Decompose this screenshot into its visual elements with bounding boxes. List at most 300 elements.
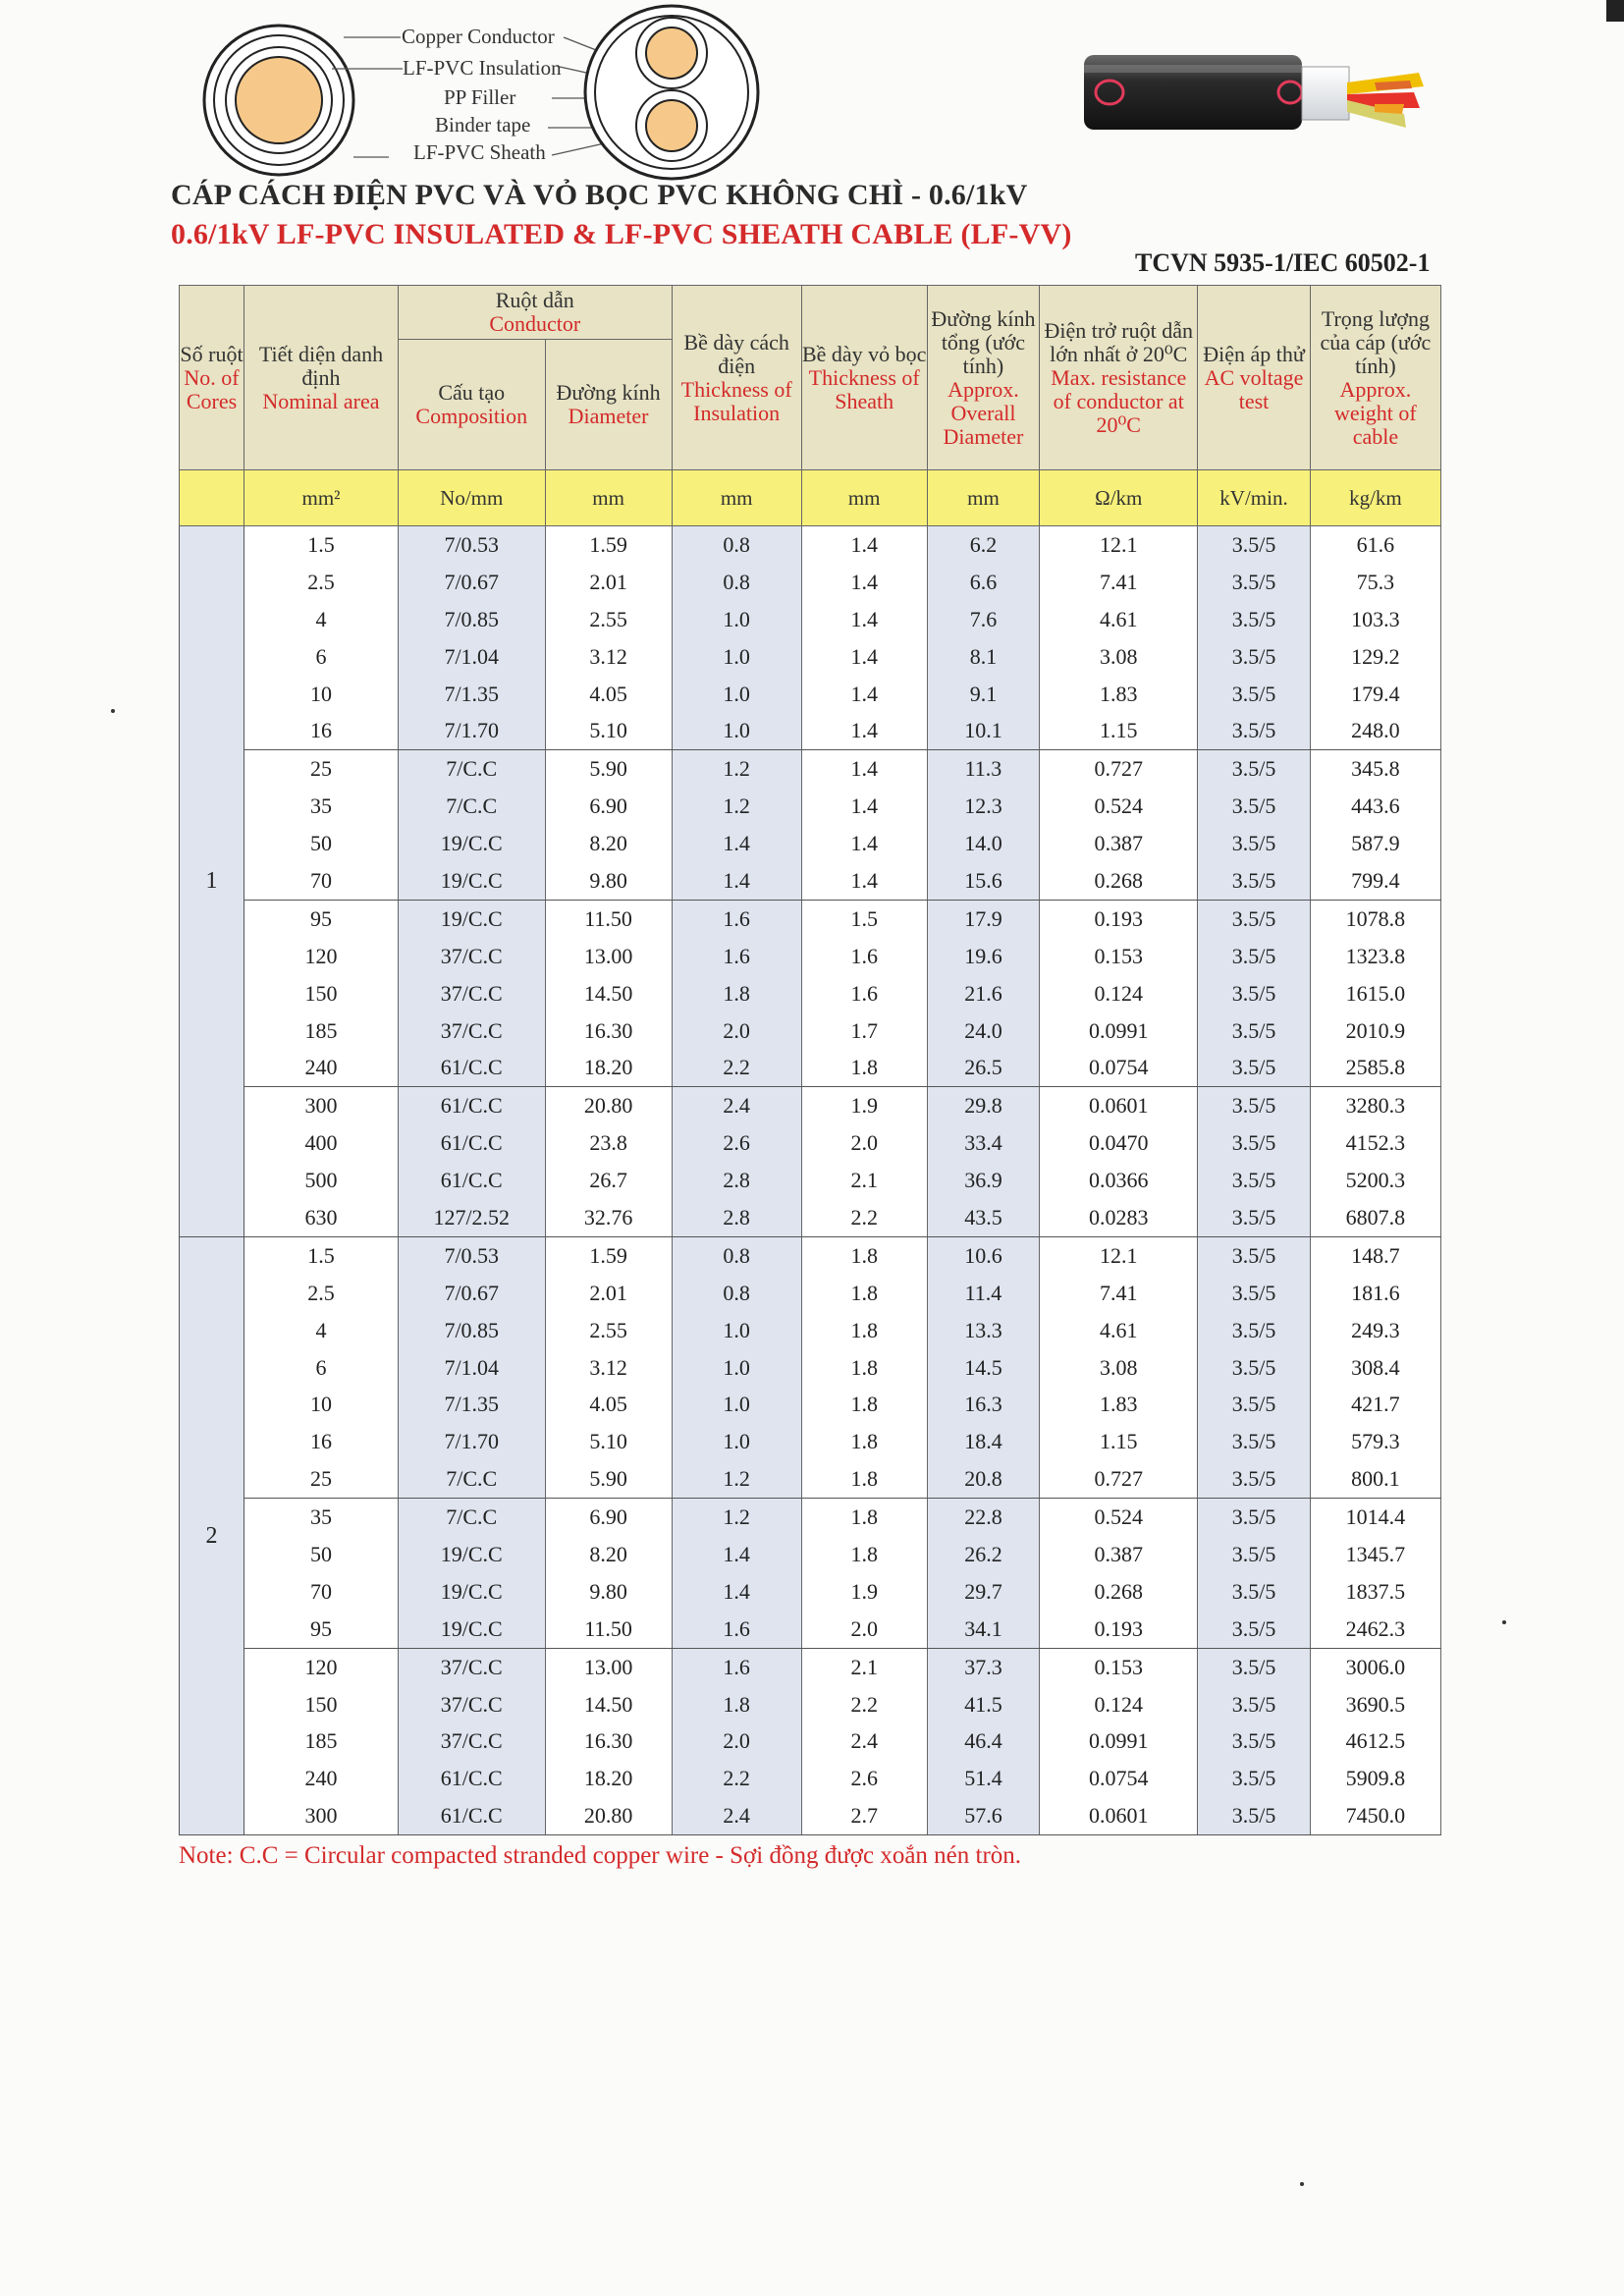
cell-composition: 7/C.C <box>398 750 545 788</box>
cell-diameter: 23.8 <box>545 1124 672 1162</box>
cell-diameter: 20.80 <box>545 1087 672 1124</box>
cell-weight: 4152.3 <box>1310 1124 1440 1162</box>
cell-insulation: 1.0 <box>672 1386 801 1423</box>
cell-area: 240 <box>244 1049 399 1086</box>
cell-diameter: 1.59 <box>545 526 672 564</box>
table-row <box>180 1648 1441 1685</box>
cell-resistance: 0.0754 <box>1040 1760 1198 1797</box>
cell-resistance: 0.153 <box>1040 1648 1198 1685</box>
cell-overall-diameter: 16.3 <box>927 1386 1040 1423</box>
cell-resistance: 0.268 <box>1040 862 1198 900</box>
cell-overall-diameter: 46.4 <box>927 1723 1040 1761</box>
cell-resistance: 7.41 <box>1040 564 1198 601</box>
footnote: Note: C.C = Circular compacted stranded copper wire - Sợi đồng được xoắn nén tròn. <box>179 1842 1022 1869</box>
legend-binder-tape: Binder tape <box>435 113 531 137</box>
cell-overall-diameter: 33.4 <box>927 1124 1040 1162</box>
cell-insulation: 2.6 <box>672 1124 801 1162</box>
cell-weight: 6807.8 <box>1310 1199 1440 1236</box>
cell-sheath: 2.2 <box>801 1199 927 1236</box>
cell-sheath: 1.4 <box>801 564 927 601</box>
scan-speck <box>1502 1620 1506 1624</box>
table-row <box>180 1349 1441 1387</box>
cell-composition: 37/C.C <box>398 1648 545 1685</box>
cell-area: 70 <box>244 1573 399 1611</box>
cell-resistance: 0.0991 <box>1040 1012 1198 1050</box>
cell-diameter: 3.12 <box>545 1349 672 1387</box>
scan-speck <box>1300 2182 1304 2186</box>
cell-sheath: 1.8 <box>801 1312 927 1349</box>
cell-overall-diameter: 24.0 <box>927 1012 1040 1050</box>
cell-composition: 7/0.85 <box>398 601 545 638</box>
cell-area: 630 <box>244 1199 399 1236</box>
cell-composition: 7/1.70 <box>398 1423 545 1460</box>
cell-area: 1.5 <box>244 526 399 564</box>
cell-voltage-test: 3.5/5 <box>1198 825 1311 862</box>
cell-weight: 1078.8 <box>1310 900 1440 937</box>
cell-insulation: 1.6 <box>672 900 801 937</box>
cell-resistance: 12.1 <box>1040 526 1198 564</box>
cell-sheath: 2.2 <box>801 1686 927 1723</box>
cell-resistance: 0.0601 <box>1040 1797 1198 1834</box>
cell-overall-diameter: 19.6 <box>927 938 1040 975</box>
cell-insulation: 1.0 <box>672 712 801 749</box>
cell-insulation: 1.2 <box>672 1460 801 1498</box>
table-row <box>180 1049 1441 1086</box>
cell-sheath: 1.4 <box>801 526 927 564</box>
cable-photo <box>1080 43 1434 151</box>
cell-area: 35 <box>244 1499 399 1536</box>
cell-weight: 308.4 <box>1310 1349 1440 1387</box>
cell-composition: 7/1.04 <box>398 1349 545 1387</box>
cell-weight: 345.8 <box>1310 750 1440 788</box>
cell-overall-diameter: 10.6 <box>927 1236 1040 1274</box>
cell-weight: 799.4 <box>1310 862 1440 900</box>
table-row <box>180 1573 1441 1611</box>
cell-area: 1.5 <box>244 1236 399 1274</box>
cell-overall-diameter: 57.6 <box>927 1797 1040 1834</box>
title-english: 0.6/1kV LF-PVC INSULATED & LF-PVC SHEATH CABLE (LF-VV) <box>171 218 1072 250</box>
cell-resistance: 0.0470 <box>1040 1124 1198 1162</box>
cell-sheath: 1.9 <box>801 1087 927 1124</box>
cell-resistance: 0.0754 <box>1040 1049 1198 1086</box>
table-row <box>180 1087 1441 1124</box>
unit-sheath: mm <box>801 470 927 526</box>
unit-resistance: Ω/km <box>1040 470 1198 526</box>
cell-composition: 61/C.C <box>398 1760 545 1797</box>
cell-voltage-test: 3.5/5 <box>1198 1760 1311 1797</box>
cell-voltage-test: 3.5/5 <box>1198 1686 1311 1723</box>
cell-composition: 61/C.C <box>398 1162 545 1199</box>
cell-voltage-test: 3.5/5 <box>1198 1423 1311 1460</box>
cell-diameter: 5.10 <box>545 712 672 749</box>
cell-area: 35 <box>244 788 399 825</box>
cell-voltage-test: 3.5/5 <box>1198 1648 1311 1685</box>
cell-overall-diameter: 11.3 <box>927 750 1040 788</box>
legend-insulation: LF-PVC Insulation <box>403 56 562 80</box>
unit-insulation: mm <box>672 470 801 526</box>
cell-area: 95 <box>244 1611 399 1648</box>
cell-composition: 19/C.C <box>398 1536 545 1573</box>
cell-weight: 129.2 <box>1310 638 1440 676</box>
table-row <box>180 676 1441 713</box>
cell-insulation: 1.2 <box>672 788 801 825</box>
cell-diameter: 14.50 <box>545 1686 672 1723</box>
table-row <box>180 1611 1441 1648</box>
cell-weight: 61.6 <box>1310 526 1440 564</box>
cell-insulation: 1.8 <box>672 1686 801 1723</box>
cell-resistance: 0.0991 <box>1040 1723 1198 1761</box>
cell-weight: 248.0 <box>1310 712 1440 749</box>
cell-insulation: 1.0 <box>672 1312 801 1349</box>
cell-diameter: 16.30 <box>545 1012 672 1050</box>
cell-overall-diameter: 21.6 <box>927 975 1040 1012</box>
table-row <box>180 1499 1441 1536</box>
cell-composition: 7/0.53 <box>398 1236 545 1274</box>
cell-area: 2.5 <box>244 564 399 601</box>
cell-sheath: 1.4 <box>801 676 927 713</box>
cell-overall-diameter: 22.8 <box>927 1499 1040 1536</box>
legend-copper-conductor: Copper Conductor <box>402 25 555 48</box>
cell-voltage-test: 3.5/5 <box>1198 1087 1311 1124</box>
cell-area: 300 <box>244 1087 399 1124</box>
cell-overall-diameter: 26.2 <box>927 1536 1040 1573</box>
cell-composition: 7/0.53 <box>398 526 545 564</box>
cell-voltage-test: 3.5/5 <box>1198 601 1311 638</box>
table-row <box>180 1162 1441 1199</box>
cell-weight: 249.3 <box>1310 1312 1440 1349</box>
cell-insulation: 0.8 <box>672 564 801 601</box>
cell-overall-diameter: 10.1 <box>927 712 1040 749</box>
table-row <box>180 526 1441 564</box>
cell-diameter: 2.01 <box>545 1275 672 1312</box>
cell-voltage-test: 3.5/5 <box>1198 1536 1311 1573</box>
cell-voltage-test: 3.5/5 <box>1198 1573 1311 1611</box>
cell-insulation: 2.0 <box>672 1012 801 1050</box>
cell-sheath: 1.8 <box>801 1460 927 1498</box>
cell-insulation: 2.2 <box>672 1049 801 1086</box>
table-row <box>180 938 1441 975</box>
cell-area: 10 <box>244 1386 399 1423</box>
cell-resistance: 0.153 <box>1040 938 1198 975</box>
cell-insulation: 2.4 <box>672 1087 801 1124</box>
cell-area: 50 <box>244 1536 399 1573</box>
cell-weight: 2585.8 <box>1310 1049 1440 1086</box>
cell-sheath: 2.1 <box>801 1648 927 1685</box>
cell-weight: 587.9 <box>1310 825 1440 862</box>
cell-resistance: 0.0601 <box>1040 1087 1198 1124</box>
cell-voltage-test: 3.5/5 <box>1198 1723 1311 1761</box>
cell-area: 500 <box>244 1162 399 1199</box>
cell-diameter: 18.20 <box>545 1760 672 1797</box>
cell-insulation: 2.2 <box>672 1760 801 1797</box>
cell-composition: 7/1.70 <box>398 712 545 749</box>
cell-composition: 61/C.C <box>398 1797 545 1834</box>
cell-sheath: 1.8 <box>801 1536 927 1573</box>
cell-resistance: 0.387 <box>1040 1536 1198 1573</box>
cell-insulation: 1.0 <box>672 638 801 676</box>
cell-weight: 1837.5 <box>1310 1573 1440 1611</box>
cell-voltage-test: 3.5/5 <box>1198 676 1311 713</box>
cell-sheath: 2.0 <box>801 1611 927 1648</box>
cell-sheath: 1.6 <box>801 938 927 975</box>
cell-diameter: 5.90 <box>545 750 672 788</box>
cell-voltage-test: 3.5/5 <box>1198 938 1311 975</box>
cell-area: 10 <box>244 676 399 713</box>
cell-sheath: 1.5 <box>801 900 927 937</box>
cell-voltage-test: 3.5/5 <box>1198 1460 1311 1498</box>
cell-diameter: 9.80 <box>545 1573 672 1611</box>
cell-insulation: 1.6 <box>672 1648 801 1685</box>
cell-diameter: 5.10 <box>545 1423 672 1460</box>
unit-weight: kg/km <box>1310 470 1440 526</box>
cell-area: 70 <box>244 862 399 900</box>
cell-composition: 7/1.35 <box>398 676 545 713</box>
cell-composition: 37/C.C <box>398 1012 545 1050</box>
cell-sheath: 2.1 <box>801 1162 927 1199</box>
cell-voltage-test: 3.5/5 <box>1198 526 1311 564</box>
header-cores: Số ruột No. of Cores <box>180 286 244 470</box>
cell-sheath: 2.7 <box>801 1797 927 1834</box>
cell-composition: 7/1.35 <box>398 1386 545 1423</box>
legend-sheath: LF-PVC Sheath <box>413 140 546 164</box>
cell-overall-diameter: 17.9 <box>927 900 1040 937</box>
cell-voltage-test: 3.5/5 <box>1198 1162 1311 1199</box>
header-composition: Cấu tạo Composition <box>398 340 545 470</box>
cell-composition: 37/C.C <box>398 975 545 1012</box>
cell-composition: 7/0.67 <box>398 564 545 601</box>
cell-overall-diameter: 6.2 <box>927 526 1040 564</box>
cell-weight: 3006.0 <box>1310 1648 1440 1685</box>
table-row <box>180 862 1441 900</box>
cell-insulation: 1.0 <box>672 1423 801 1460</box>
cell-area: 120 <box>244 1648 399 1685</box>
cell-insulation: 1.8 <box>672 975 801 1012</box>
cell-voltage-test: 3.5/5 <box>1198 750 1311 788</box>
title-vietnamese: CÁP CÁCH ĐIỆN PVC VÀ VỎ BỌC PVC KHÔNG CHÌ - 0.6/1kV <box>171 179 1028 211</box>
cell-area: 16 <box>244 712 399 749</box>
table-row <box>180 975 1441 1012</box>
cell-insulation: 0.8 <box>672 1236 801 1274</box>
scan-speck <box>111 709 115 713</box>
cell-resistance: 1.15 <box>1040 1423 1198 1460</box>
cell-sheath: 1.8 <box>801 1386 927 1423</box>
cell-weight: 3280.3 <box>1310 1087 1440 1124</box>
cell-overall-diameter: 20.8 <box>927 1460 1040 1498</box>
cell-area: 4 <box>244 601 399 638</box>
cell-composition: 7/C.C <box>398 1460 545 1498</box>
cell-weight: 103.3 <box>1310 601 1440 638</box>
legend-pp-filler: PP Filler <box>444 85 516 109</box>
cell-area: 6 <box>244 1349 399 1387</box>
cell-area: 185 <box>244 1723 399 1761</box>
cell-area: 120 <box>244 938 399 975</box>
cell-sheath: 1.9 <box>801 1573 927 1611</box>
cell-composition: 19/C.C <box>398 825 545 862</box>
cell-overall-diameter: 12.3 <box>927 788 1040 825</box>
cell-composition: 19/C.C <box>398 862 545 900</box>
cell-weight: 2010.9 <box>1310 1012 1440 1050</box>
cell-resistance: 0.727 <box>1040 750 1198 788</box>
unit-area: mm² <box>244 470 399 526</box>
table-row <box>180 825 1441 862</box>
cell-diameter: 9.80 <box>545 862 672 900</box>
cell-overall-diameter: 13.3 <box>927 1312 1040 1349</box>
table-row <box>180 1686 1441 1723</box>
table-row <box>180 638 1441 676</box>
cell-area: 25 <box>244 1460 399 1498</box>
cell-weight: 5909.8 <box>1310 1760 1440 1797</box>
cell-insulation: 2.4 <box>672 1797 801 1834</box>
cell-sheath: 1.8 <box>801 1349 927 1387</box>
cell-voltage-test: 3.5/5 <box>1198 862 1311 900</box>
cell-insulation: 1.4 <box>672 1573 801 1611</box>
cell-diameter: 6.90 <box>545 1499 672 1536</box>
header-conductor: Ruột dẫn Conductor <box>398 286 672 340</box>
units-cores-blank <box>180 470 244 526</box>
cell-composition: 7/1.04 <box>398 638 545 676</box>
cell-resistance: 1.83 <box>1040 1386 1198 1423</box>
cell-diameter: 2.01 <box>545 564 672 601</box>
cell-diameter: 13.00 <box>545 938 672 975</box>
cell-voltage-test: 3.5/5 <box>1198 788 1311 825</box>
cell-area: 150 <box>244 1686 399 1723</box>
cell-weight: 1345.7 <box>1310 1536 1440 1573</box>
cell-voltage-test: 3.5/5 <box>1198 1275 1311 1312</box>
cell-insulation: 1.2 <box>672 750 801 788</box>
cell-composition: 37/C.C <box>398 1686 545 1723</box>
cell-voltage-test: 3.5/5 <box>1198 638 1311 676</box>
cell-diameter: 5.90 <box>545 1460 672 1498</box>
header-nominal-area: Tiết diện danh định Nominal area <box>244 286 399 470</box>
cell-resistance: 1.83 <box>1040 676 1198 713</box>
cell-sheath: 1.4 <box>801 750 927 788</box>
cell-resistance: 0.0283 <box>1040 1199 1198 1236</box>
cell-sheath: 1.6 <box>801 975 927 1012</box>
cell-insulation: 1.4 <box>672 1536 801 1573</box>
header-resistance: Điện trở ruột dẫn lớn nhất ở 20⁰C Max. resistance of conductor at 20⁰C <box>1040 286 1198 470</box>
cell-diameter: 4.05 <box>545 676 672 713</box>
cell-resistance: 0.524 <box>1040 1499 1198 1536</box>
cell-overall-diameter: 37.3 <box>927 1648 1040 1685</box>
cell-voltage-test: 3.5/5 <box>1198 712 1311 749</box>
cell-weight: 3690.5 <box>1310 1686 1440 1723</box>
cell-sheath: 1.4 <box>801 862 927 900</box>
cell-weight: 4612.5 <box>1310 1723 1440 1761</box>
cell-overall-diameter: 34.1 <box>927 1611 1040 1648</box>
cell-diameter: 11.50 <box>545 1611 672 1648</box>
cell-composition: 19/C.C <box>398 900 545 937</box>
cell-sheath: 1.7 <box>801 1012 927 1050</box>
table-row <box>180 1012 1441 1050</box>
cell-voltage-test: 3.5/5 <box>1198 1349 1311 1387</box>
cell-composition: 127/2.52 <box>398 1199 545 1236</box>
cell-overall-diameter: 11.4 <box>927 1275 1040 1312</box>
cell-overall-diameter: 14.0 <box>927 825 1040 862</box>
cell-insulation: 1.0 <box>672 676 801 713</box>
cell-resistance: 7.41 <box>1040 1275 1198 1312</box>
cable-spec-table <box>179 285 1441 1835</box>
cell-insulation: 1.6 <box>672 1611 801 1648</box>
cell-overall-diameter: 29.8 <box>927 1087 1040 1124</box>
header-weight: Trọng lượng của cáp (ước tính) Approx. weight of cable <box>1310 286 1440 470</box>
cell-voltage-test: 3.5/5 <box>1198 1124 1311 1162</box>
cell-resistance: 1.15 <box>1040 712 1198 749</box>
cell-composition: 37/C.C <box>398 1723 545 1761</box>
cell-weight: 5200.3 <box>1310 1162 1440 1199</box>
cell-weight: 181.6 <box>1310 1275 1440 1312</box>
cell-weight: 1615.0 <box>1310 975 1440 1012</box>
cell-composition: 19/C.C <box>398 1611 545 1648</box>
cell-voltage-test: 3.5/5 <box>1198 1386 1311 1423</box>
cell-composition: 7/C.C <box>398 1499 545 1536</box>
unit-overall: mm <box>927 470 1040 526</box>
cell-composition: 19/C.C <box>398 1573 545 1611</box>
cell-weight: 148.7 <box>1310 1236 1440 1274</box>
table-row <box>180 1536 1441 1573</box>
table-row <box>180 712 1441 749</box>
cell-composition: 61/C.C <box>398 1049 545 1086</box>
cell-area: 95 <box>244 900 399 937</box>
cell-voltage-test: 3.5/5 <box>1198 564 1311 601</box>
cell-resistance: 3.08 <box>1040 638 1198 676</box>
cell-diameter: 14.50 <box>545 975 672 1012</box>
cell-diameter: 32.76 <box>545 1199 672 1236</box>
table-row <box>180 788 1441 825</box>
cell-sheath: 1.4 <box>801 601 927 638</box>
cell-sheath: 2.0 <box>801 1124 927 1162</box>
cell-overall-diameter: 7.6 <box>927 601 1040 638</box>
table-row <box>180 1275 1441 1312</box>
cell-overall-diameter: 18.4 <box>927 1423 1040 1460</box>
cell-area: 300 <box>244 1797 399 1834</box>
cell-voltage-test: 3.5/5 <box>1198 975 1311 1012</box>
cell-overall-diameter: 15.6 <box>927 862 1040 900</box>
cell-sheath: 1.4 <box>801 788 927 825</box>
cell-resistance: 0.524 <box>1040 788 1198 825</box>
cell-diameter: 3.12 <box>545 638 672 676</box>
standard-reference: TCVN 5935-1/IEC 60502-1 <box>1135 248 1431 277</box>
cell-diameter: 18.20 <box>545 1049 672 1086</box>
unit-diameter: mm <box>545 470 672 526</box>
cell-weight: 179.4 <box>1310 676 1440 713</box>
cell-resistance: 0.727 <box>1040 1460 1198 1498</box>
cell-sheath: 1.8 <box>801 1049 927 1086</box>
cell-diameter: 11.50 <box>545 900 672 937</box>
cell-resistance: 0.0366 <box>1040 1162 1198 1199</box>
cell-diameter: 26.7 <box>545 1162 672 1199</box>
cell-insulation: 1.4 <box>672 862 801 900</box>
table-row <box>180 1723 1441 1761</box>
cell-resistance: 0.124 <box>1040 1686 1198 1723</box>
cell-area: 150 <box>244 975 399 1012</box>
cell-resistance: 0.193 <box>1040 1611 1198 1648</box>
cell-diameter: 4.05 <box>545 1386 672 1423</box>
header-sheath: Bề dày vỏ bọc Thickness of Sheath <box>801 286 927 470</box>
cell-diameter: 2.55 <box>545 1312 672 1349</box>
cell-overall-diameter: 6.6 <box>927 564 1040 601</box>
cell-sheath: 2.6 <box>801 1760 927 1797</box>
header-voltage-test: Điện áp thử AC voltage test <box>1198 286 1311 470</box>
table-row <box>180 1124 1441 1162</box>
cell-diameter: 20.80 <box>545 1797 672 1834</box>
cell-overall-diameter: 41.5 <box>927 1686 1040 1723</box>
cell-resistance: 12.1 <box>1040 1236 1198 1274</box>
cell-sheath: 1.4 <box>801 638 927 676</box>
cell-composition: 37/C.C <box>398 938 545 975</box>
cell-diameter: 6.90 <box>545 788 672 825</box>
cell-diameter: 8.20 <box>545 825 672 862</box>
cell-sheath: 1.8 <box>801 1423 927 1460</box>
